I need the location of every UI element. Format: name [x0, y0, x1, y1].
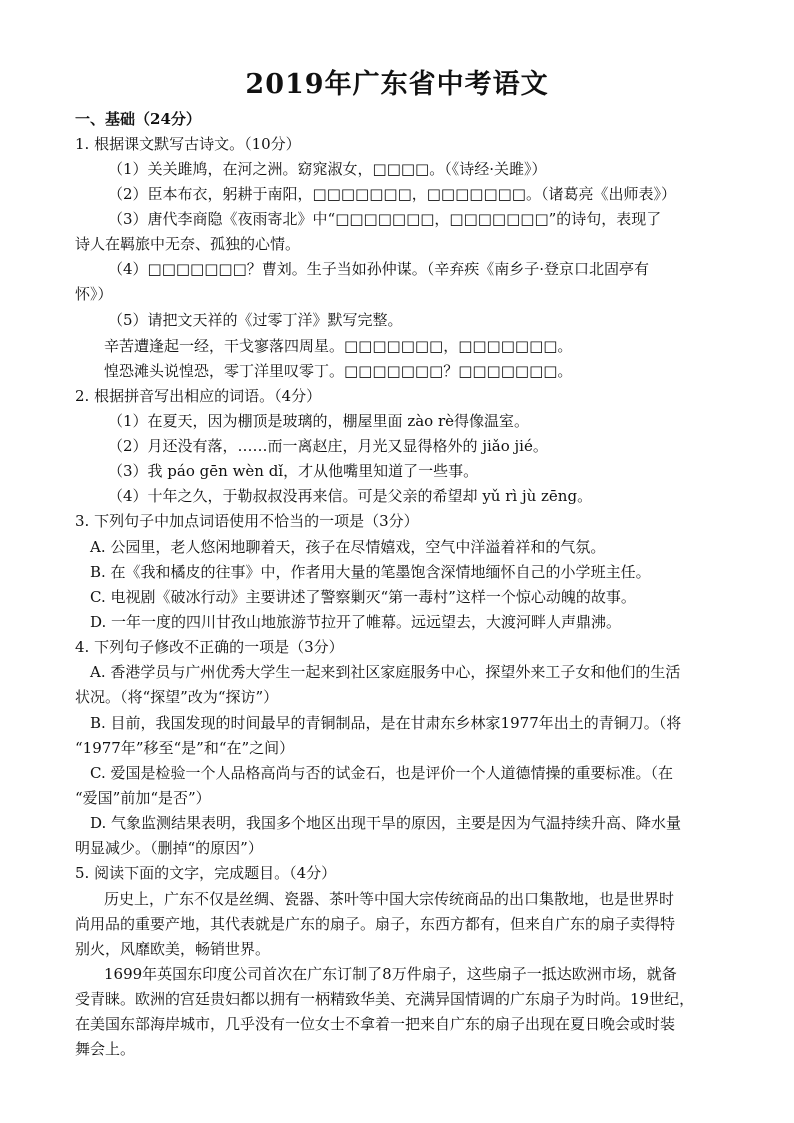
passage-paragraph-1-line-2: 尚用品的重要产地，其代表就是广东的扇子。扇子，东西方都有，但来自广东的扇子卖得特 — [75, 915, 676, 933]
passage-paragraph-2-line-2: 受青睐。欧洲的宫廷贵妇都以拥有一柄精致华美、充满异国情调的广东扇子为时尚。19世纪， — [75, 990, 695, 1008]
passage-paragraph-1-line-3: 别火，风靡欧美，畅销世界。 — [75, 940, 271, 958]
question-4-option-b-cont: “1977年”移至“是”和“在”之间） — [75, 739, 295, 757]
question-1-item-5: （5）请把文天祥的《过零丁洋》默写完整。 — [108, 311, 403, 329]
question-3-option-b: B. 在《我和橘皮的往事》中，作者用大量的笔墨饱含深情地缅怀自己的小学班主任。 — [90, 563, 651, 581]
question-4: 4. 下列句子修改不正确的一项是（3分） — [75, 638, 344, 656]
question-1: 1. 根据课文默写古诗文。（10分） — [75, 135, 301, 153]
question-2-item-1: （1）在夏天，因为棚顶是玻璃的，棚屋里面 zào rè得像温室。 — [108, 412, 530, 430]
question-3: 3. 下列句子中加点词语使用不恰当的一项是（3分） — [75, 512, 419, 530]
question-5: 5. 阅读下面的文字，完成题目。（4分） — [75, 864, 337, 882]
passage-paragraph-2: 1699年英国东印度公司首次在广东订制了8万件扇子，这些扇子一抵达欧洲市场，就备 — [104, 965, 677, 983]
question-2-item-2: （2）月还没有落，……而一离赵庄，月光又显得格外的 jiǎo jié。 — [108, 437, 548, 455]
passage-paragraph-2-line-4: 舞会上。 — [75, 1040, 136, 1058]
question-4-option-a: A. 香港学员与广州优秀大学生一起来到社区家庭服务中心，探望外来工子女和他们的生活 — [90, 663, 681, 681]
question-4-option-d: D. 气象监测结果表明，我国多个地区出现干旱的原因，主要是因为气温持续升高、降水量 — [90, 814, 682, 832]
page-title: 2019年广东省中考语文 — [245, 69, 549, 100]
section-heading: 一、基础（24分） — [75, 110, 201, 128]
question-1-item-4: （4）□□□□□□□？曹刘。生子当如孙仲谋。（辛弃疾《南乡子·登京口北固亭有 — [108, 260, 650, 278]
poem-line-2: 惶恐滩头说惶恐，零丁洋里叹零丁。□□□□□□□？□□□□□□□。 — [104, 362, 573, 380]
question-3-option-d: D. 一年一度的四川甘孜山地旅游节拉开了帷幕。远远望去，大渡河畔人声鼎沸。 — [90, 613, 622, 631]
question-2-item-4: （4）十年之久，于勒叔叔没再来信。可是父亲的希望却 yǔ rì jù zēng。 — [108, 487, 593, 505]
poem-line-1: 辛苦遭逢起一经，干戈寥落四周星。□□□□□□□，□□□□□□□。 — [104, 337, 573, 355]
passage-paragraph-1: 历史上，广东不仅是丝绸、瓷器、茶叶等中国大宗传统商品的出口集散地，也是世界时 — [104, 890, 675, 908]
question-1-item-1: （1）关关雎鸠，在河之洲。窈窕淑女，□□□□。（《诗经·关雎》） — [108, 160, 547, 178]
question-4-option-a-cont: 状况。（将“探望”改为“探访”） — [75, 688, 279, 706]
question-4-option-b: B. 目前，我国发现的时间最早的青铜制品，是在甘肃东乡林家1977年出土的青铜刀。（将 — [90, 714, 682, 732]
question-1-item-4-cont: 怀》） — [75, 285, 113, 303]
question-3-option-a: A. 公园里，老人悠闲地聊着天，孩子在尽情嬉戏，空气中洋溢着祥和的气氛。 — [90, 538, 606, 556]
question-2-item-3: （3）我 páo gēn wèn dǐ，才从他嘴里知道了一些事。 — [108, 462, 479, 480]
question-3-option-c: C. 电视剧《破冰行动》主要讲述了警察剿灭“第一毒村”这样一个惊心动魄的故事。 — [90, 588, 636, 606]
question-1-item-2: （2）臣本布衣，躬耕于南阳，□□□□□□□，□□□□□□□。（诸葛亮《出师表》） — [108, 185, 676, 203]
question-4-option-c-cont: “爱国”前加“是否”） — [75, 789, 211, 807]
question-1-item-3: （3）唐代李商隐《夜雨寄北》中“□□□□□□□，□□□□□□□”的诗句，表现了 — [108, 210, 662, 228]
question-2: 2. 根据拼音写出相应的词语。（4分） — [75, 387, 322, 405]
question-4-option-c: C. 爱国是检验一个人品格高尚与否的试金石，也是评价一个人道德情操的重要标准。（在 — [90, 764, 673, 782]
question-4-option-d-cont: 明显减少。（删掉“的原因”） — [75, 839, 263, 857]
question-1-item-3-cont: 诗人在羁旅中无奈、孤独的心情。 — [75, 235, 301, 253]
passage-paragraph-2-line-3: 在美国东部海岸城市，几乎没有一位女士不拿着一把来自广东的扇子出现在夏日晚会或时装 — [75, 1015, 676, 1033]
